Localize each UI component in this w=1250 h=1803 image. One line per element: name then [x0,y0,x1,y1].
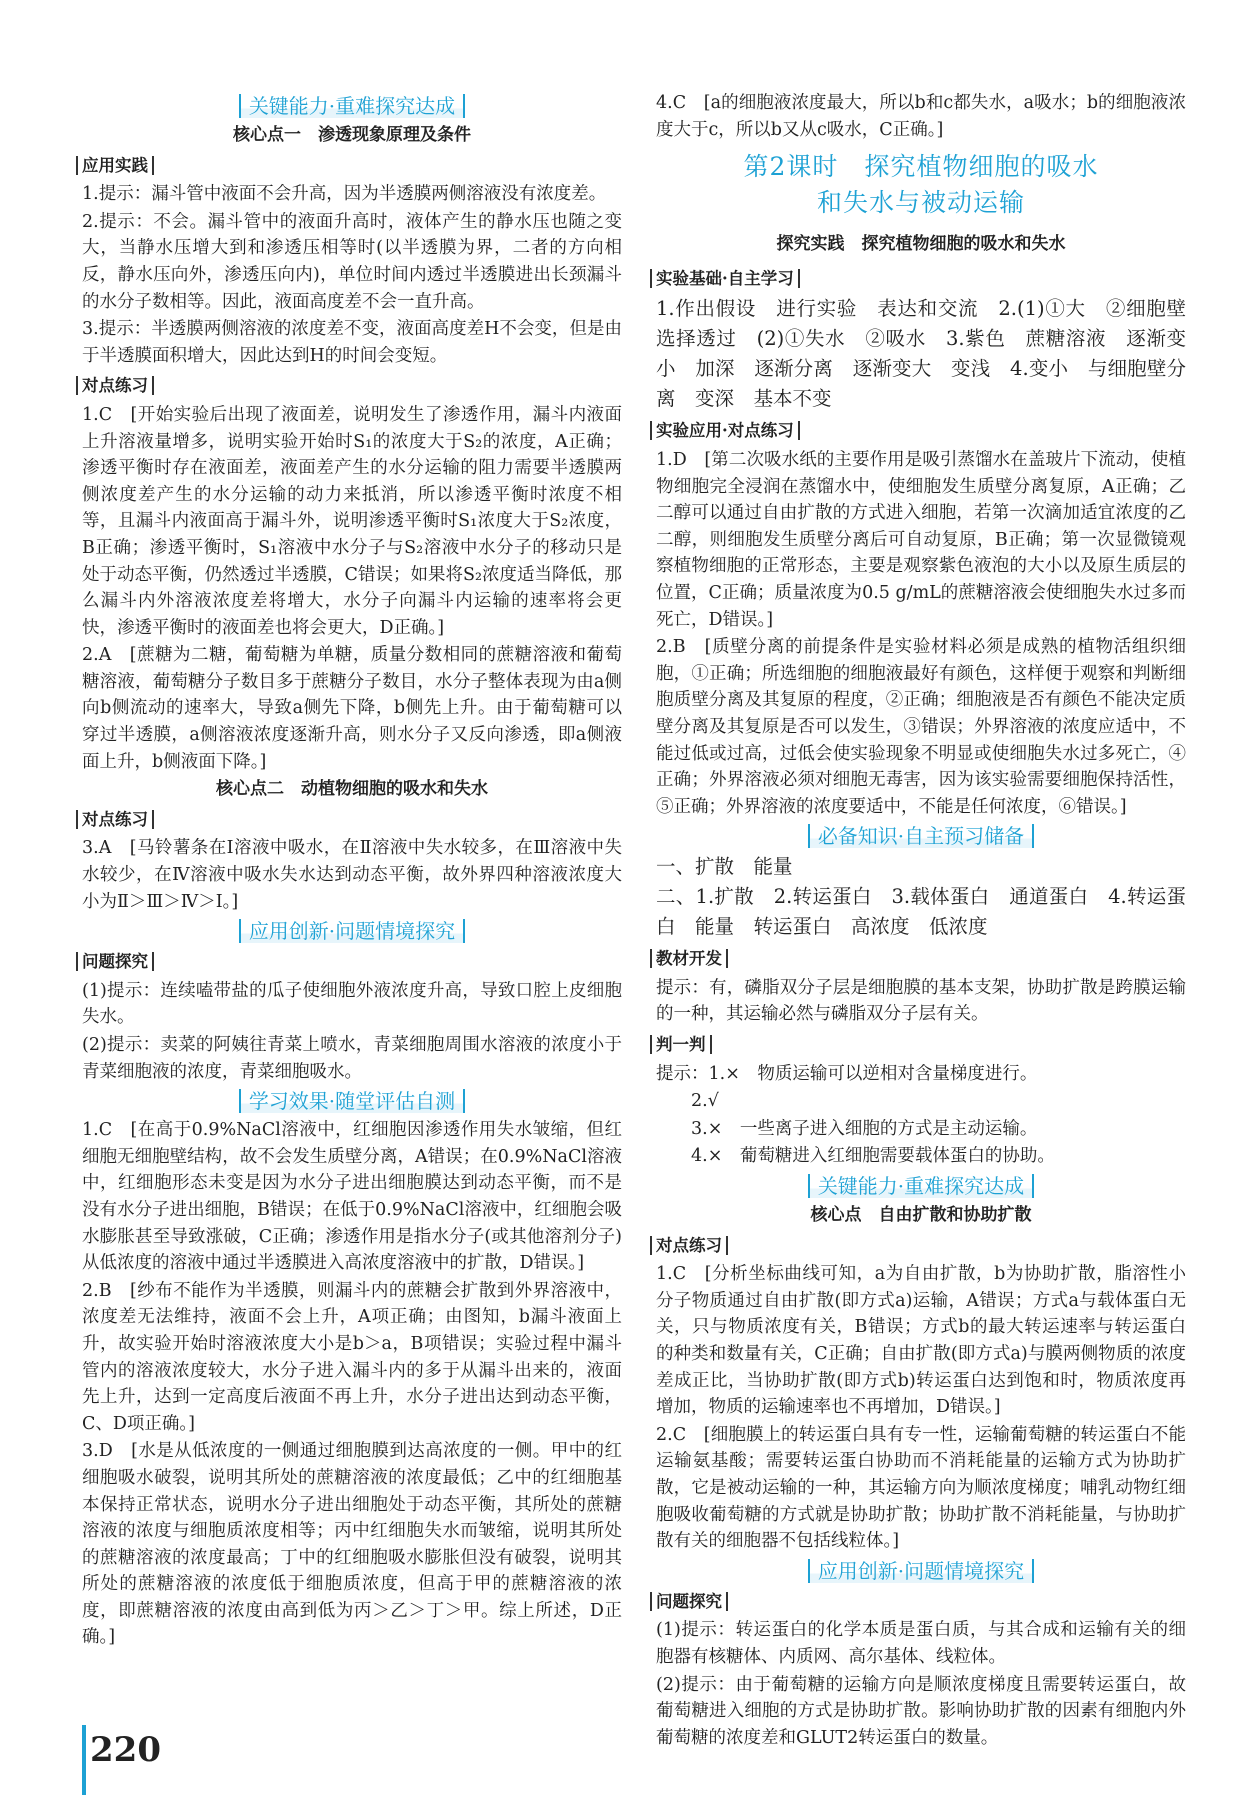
core-point-title: 核心点二 动植物细胞的吸水和失水 [216,779,488,800]
section-label-apply: 应用实践 [76,153,622,180]
section-label-problem: 问题探究 [76,949,622,976]
section-label-problem: 问题探究 [650,1589,1186,1616]
section-label-practice: 对点练习 [650,1233,1186,1260]
judge-item: 提示：1.× 物质运输可以逆相对含量梯度进行。 [656,1063,1038,1084]
answer-item: (2)提示：卖菜的阿姨往青菜上喷水，青菜细胞周围水溶液的浓度小于青菜细胞液的浓度，青菜细胞吸水。 [82,1035,622,1082]
section-label-basis: 实验基础·自主学习 [650,266,1186,293]
answer-item: 2.B [质壁分离的前提条件是实验材料必须是成熟的植物活组织细胞，①正确；所选细胞的细胞液最好有颜色，这样便于观察和判断细胞质壁分离及其复原的程度，②正确；细胞液是否有颜色不能决定质壁分离及其复原是否可以发生，③错误；外界溶液的浓度应适中，不能过低或过高，过低会使实验现象不明显或使细胞失水过多死亡，④正确；外界溶液必须对细胞无毒害，因为该实验需要细胞保持活性，⑤正确；外界溶液的浓度要适中，不能是任何浓度，⑥错误。] [656,637,1186,817]
section-label-judge: 判一判 [650,1032,1186,1059]
answer-item: (1)提示：连续嗑带盐的瓜子使细胞外液浓度升高，导致口腔上皮细胞失水。 [82,980,622,1028]
knowledge-answers: 一、扩散 能量 二、1.扩散 2.转运蛋白 3.载体蛋白 通道蛋白 4.转运蛋白 能量 转运蛋白 高浓度 低浓度 [656,855,1186,939]
answer-item: 2.提示：不会。漏斗管中的液面升高时，液体产生的静水压也随之变大，当静水压增大到和渗透压相等时(以半透膜为界，二者的方向相反，静水压向外，渗透压向内)，单位时间内透过半透膜进出长颈漏斗的水分子数相等。因此，液面高度差不会一直升高。 [82,211,622,312]
answer-item: 提示：有，磷脂双分子层是细胞膜的基本支架，协助扩散是跨膜运输的一种，其运输必然与磷脂双分子层有关。 [656,977,1186,1025]
page-number-bar [82,1725,86,1795]
answer-item: 3.D [水是从低浓度的一侧通过细胞膜到达高浓度的一侧。甲中的红细胞吸水破裂，说明其所处的蔗糖溶液的浓度最低；乙中的红细胞基本保持正常状态，说明水分子进出细胞处于动态平衡，其所处的蔗糖溶液的浓度与细胞质浓度相等；丙中红细胞失水而皱缩，说明其所处的蔗糖溶液的浓度最高；丁中的红细胞吸水膨胀但没有破裂，说明其所处的蔗糖溶液的浓度低于细胞质浓度，但高于甲的蔗糖溶液的浓度，即蔗糖溶液的浓度由高到低为丙＞乙＞丁＞甲。综上所述，D正确。] [82,1441,622,1648]
answer-item: (2)提示：由于葡萄糖的运输方向是顺浓度梯度且需要转运蛋白，故葡萄糖进入细胞的方式是协助扩散。影响协助扩散的因素有细胞内外葡萄糖的浓度差和GLUT2转运蛋白的数量。 [656,1674,1186,1748]
answer-item: (1)提示：转运蛋白的化学本质是蛋白质，与其合成和运输有关的细胞器有核糖体、内质网、高尔基体、线粒体。 [656,1620,1186,1667]
section-band-key-ability: 关键能力·重难探究达成 [82,92,622,120]
right-column [656,90,1206,1752]
section-band-application: 应用创新·问题情境探究 [656,1557,1186,1585]
section-label-textbook: 教材开发 [650,946,1186,973]
inquiry-title: 探究实践 探究植物细胞的吸水和失水 [776,234,1066,255]
answer-item: 1.D [第二次吸水纸的主要作用是吸引蒸馏水在盖玻片下流动，使植物细胞完全浸润在蒸馏水中，使细胞发生质壁分离复原，A正确；乙二醇可以通过自由扩散的方式进入细胞，若第一次滴加适宜浓度的乙二醇，则细胞发生质壁分离后可自动复原，B正确；第一次显微镜观察植物细胞的正常形态，主要是观察紫色液泡的大小以及原生质层的位置，C正确；质量浓度为0.5 g/mL的蔗糖溶液会使细胞失水过多而死亡，D错误。] [656,449,1186,630]
answer-item: 2.B [纱布不能作为半透膜，则漏斗内的蔗糖会扩散到外界溶液中，浓度差无法维持，液面不会上升，A项正确；由图知，b漏斗液面上升，故实验开始时溶液浓度大小是b＞a，B项错误；实验过程中漏斗管内的溶液浓度较大，水分子进入漏斗内的多于从漏斗出来的，液面先上升，达到一定高度后液面不再上升，水分子进出达到动态平衡，C、D项正确。] [82,1280,622,1434]
section-band-key-ability: 关键能力·重难探究达成 [656,1172,1186,1200]
section-label-practice: 对点练习 [76,373,622,400]
answer-item: 4.C [a的细胞液浓度最大，所以b和c都失水，a吸水；b的细胞液浓度大于c，所以b又从c吸水，C正确。] [656,93,1186,140]
answer-item: 2.C [细胞膜上的转运蛋白具有专一性，运输葡萄糖的转运蛋白不能运输氨基酸；需要转运蛋白协助而不消耗能量的运输方式为协助扩散，它是被动运输的一种，其运输方向为顺浓度梯度；哺乳动物红细胞吸收葡萄糖的方式就是协助扩散；协助扩散不消耗能量，与协助扩散有关的细胞器不包括线粒体。] [656,1424,1186,1552]
section-band-knowledge: 必备知识·自主预习储备 [656,822,1186,850]
core-point-title: 核心点一 渗透现象原理及条件 [233,125,471,145]
answer-item: 1.C [分析坐标曲线可知，a为自由扩散，b为协助扩散，脂溶性小分子物质通过自由扩散(即方式a)运输，A错误；方式a与载体蛋白无关，只与物质浓度有关，B错误；方式b的最大转运速率与转运蛋白的种类和数量有关，C正确；自由扩散(即方式a)与膜两侧物质的浓度差成正比，当协助扩散(即方式b)转运蛋白达到饱和时，物质浓度再增加，物质的运输速率也不再增加，D错误。] [656,1264,1186,1418]
answer-item: 3.提示：半透膜两侧溶液的浓度差不变，液面高度差H不会变，但是由于半透膜面积增大，因此达到H的时间会变短。 [82,319,622,366]
answer-item: 1.C [开始实验后出现了液面差，说明发生了渗透作用，漏斗内液面上升溶液量增多，说明实验开始时S₁的浓度大于S₂的浓度，A正确；渗透平衡时存在液面差，液面差产生的水分运输的阻力需要半透膜两侧浓度差产生的水分运输的动力来抵消，所以渗透平衡时浓度不相等，且漏斗内液面高于漏斗外，说明渗透平衡时S₁浓度大于S₂浓度，B正确；渗透平衡时，S₁溶液中水分子与S₂溶液中水分子的移动只是处于动态平衡，仍然透过半透膜，C错误；如果将S₂浓度适当降低，那么漏斗内外溶液浓度差将增大，水分子向漏斗内运输的速率将会更快，渗透平衡时的液面差也将会更大，D正确。] [82,404,622,638]
answer-item: 1.C [在高于0.9%NaCl溶液中，红细胞因渗透作用失水皱缩，但红细胞无细胞壁结构，故不会发生质壁分离，A错误；在0.9%NaCl溶液中，红细胞形态未变是因为水分子进出细胞膜达到动态平衡，而不是没有水分子进出细胞，B错误；在低于0.9%NaCl溶液中，红细胞会吸水膨胀甚至导致涨破，C正确；渗透作用是指水分子(或其他溶剂分子)从低浓度的溶液中通过半透膜进入高浓度溶液中的扩散，D错误。] [82,1120,622,1274]
judge-item: 2.√ [691,1091,719,1112]
judge-item: 3.× 一些离子进入细胞的方式是主动运输。 [691,1118,1038,1139]
section-band-application: 应用创新·问题情境探究 [82,917,622,945]
basis-answers: 1.作出假设 进行实验 表达和交流 2.(1)①大 ②细胞壁 选择透过 (2)①失水 ②吸水 3.紫色 蔗糖溶液 逐渐变小 加深 逐渐分离 逐渐变大 变浅 4.变小 与细胞壁分离 变深 基本不变 [656,297,1206,411]
answer-item: 1.提示：漏斗管中液面不会升高，因为半透膜两侧溶液没有浓度差。 [82,184,607,205]
judge-item: 4.× 葡萄糖进入红细胞需要载体蛋白的协助。 [691,1146,1055,1167]
answer-item: 2.A [蔗糖为二糖，葡萄糖为单糖，质量分数相同的蔗糖溶液和葡萄糖溶液，葡萄糖分子数目多于蔗糖分子数目，水分子整体表现为由a侧向b侧流动的速率大，导致a侧先下降，b侧先上升。由于葡萄糖可以穿过半透膜，a侧溶液浓度逐渐升高，则水分子又反向渗透，即a侧液面上升，b侧液面下降。] [82,645,622,772]
lesson-title: 第2课时 探究植物细胞的吸水 和失水与被动运输 [743,152,1099,218]
section-band-assessment: 学习效果·随堂评估自测 [82,1087,622,1115]
core-point-title: 核心点 自由扩散和协助扩散 [810,1205,1032,1226]
answer-item: 3.A [马铃薯条在Ⅰ溶液中吸水，在Ⅱ溶液中失水较多，在Ⅲ溶液中失水较少，在Ⅳ溶液中吸水失水达到动态平衡，故外界四种溶液浓度大小为Ⅱ＞Ⅲ＞Ⅳ＞Ⅰ。] [82,838,622,912]
page-number: 220 [90,1730,161,1770]
left-column [82,90,622,1652]
section-label-exp-apply: 实验应用·对点练习 [650,418,1186,445]
section-label-practice: 对点练习 [76,807,622,834]
